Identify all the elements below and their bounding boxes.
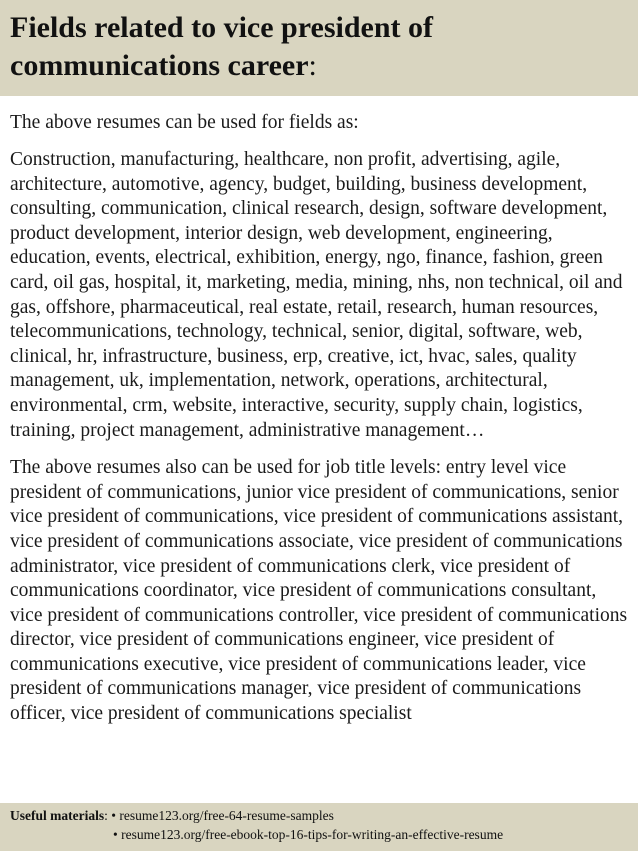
footer-link-2[interactable]: • resume123.org/free-ebook-top-16-tips-for-writing-an-effective-resume bbox=[113, 827, 504, 842]
main-content bbox=[10, 110, 632, 803]
fields-paragraph: Construction, manufacturing, healthcare, non profit, advertising, agile, architecture, automotive, agency, budget, building, business development, consulting, communication, clinical research, design, software development, product development, interior design, web development, engineering, education, events, electrical, exhibition, energy, ngo, finance, fashion, green card, oil gas, hospital, it, marketing, media, mining, nhs, non technical, oil and gas, offshore, pharmaceutical, real estate, retail, research, human resources, telecommunications, technology, technical, senior, digital, software, web, clinical, hr, infrastructure, business, erp, creative, ict, hvac, sales, quality management, uk, implementation, network, operations, architectural, environmental, crm, website, interactive, security, supply chain, logistics, training, project management, administrative management… bbox=[10, 149, 623, 441]
useful-materials-colon: : bbox=[104, 808, 108, 823]
intro-text: The above resumes can be used for fields as: bbox=[10, 112, 359, 133]
footer-row-1 bbox=[10, 806, 638, 825]
footer-bar bbox=[0, 803, 638, 851]
header-banner bbox=[0, 0, 638, 96]
footer-row-2 bbox=[10, 825, 638, 844]
job-levels-paragraph: The above resumes also can be used for job title levels: entry level vice president of communications, junior vice president of communications, senior vice president of communications, vice president of communications assistant, vice president of communications associate, vice president of communications administrator, vice president of communications clerk, vice president of communications coordinator, vice president of communications consultant, vice president of communications controller, vice president of communications director, vice president of communications engineer, vice president of communications executive, vice president of communications leader, vice president of communications manager, vice president of communications officer, vice president of communications specialist bbox=[10, 457, 628, 725]
page-title bbox=[10, 9, 628, 85]
footer-link-1[interactable]: • resume123.org/free-64-resume-samples bbox=[111, 808, 334, 823]
page-title-text: Fields related to vice president of communications career bbox=[10, 11, 433, 82]
useful-materials-label: Useful materials bbox=[10, 808, 105, 823]
page-title-colon: : bbox=[308, 49, 317, 82]
